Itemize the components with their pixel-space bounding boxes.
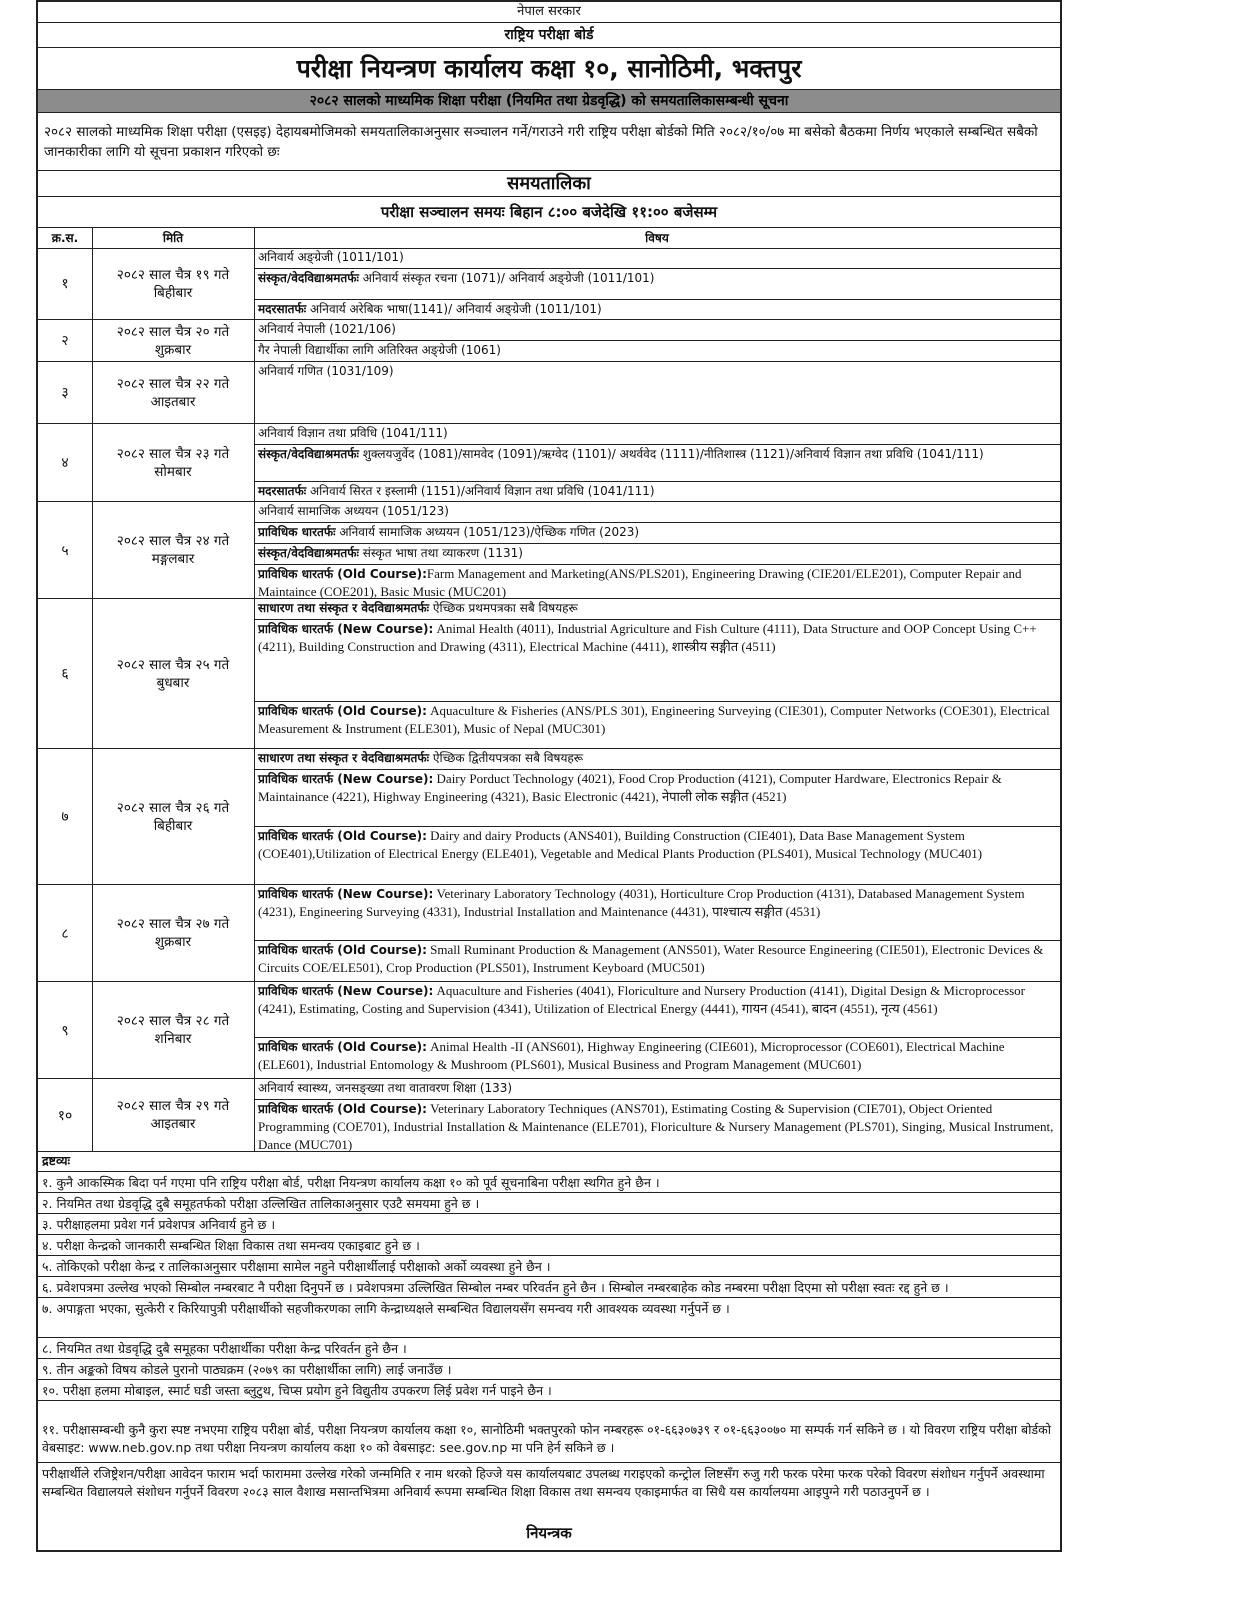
table-row	[38, 502, 1060, 599]
subject-text: अनिवार्य विज्ञान तथा प्रविधि (1041/111)	[258, 426, 448, 440]
row-serial: ३	[61, 385, 69, 401]
office-header: परीक्षा नियन्त्रण कार्यालय कक्षा १०, सानोठिमी, भक्तपुर	[38, 48, 1060, 90]
day-text: बिहीबार	[153, 817, 193, 834]
date-text: २०८२ साल चैत्र २३ गते	[116, 445, 230, 462]
col-sn-header: क्र.स.	[51, 231, 79, 245]
subject-entry	[254, 424, 1060, 445]
note-item: २. नियमित तथा ग्रेडवृद्धि दुबै समूहतर्फको परीक्षा उल्लिखित तालिकाअनुसार एउटै समयमा हुने छ ।	[38, 1193, 1060, 1214]
date-text: २०८२ साल चैत्र २७ गते	[116, 916, 230, 932]
date-text: २०८२ साल चैत्र २६ गते	[116, 799, 230, 816]
subject-entry	[254, 1038, 1060, 1079]
subject-stream-label: संस्कृत/वेदविद्याश्रमतर्फः	[258, 447, 359, 461]
notes-heading: द्रष्टव्यः	[38, 1152, 1060, 1172]
subject-entry	[254, 702, 1060, 749]
row-date	[92, 424, 254, 501]
day-text: आइतबार	[150, 1116, 196, 1132]
subject-text: अनिवार्य नेपाली (1021/106)	[258, 322, 396, 336]
subject-stream-label: संस्कृत/वेदविद्याश्रमतर्फः	[258, 271, 359, 285]
subject-text: अनिवार्य संस्कृत रचना (1071)/ अनिवार्य अङ्ग्रेजी (1011/101)	[358, 271, 655, 285]
row-subjects	[254, 599, 1060, 748]
subject-stream-label: साधारण तथा संस्कृत र वेदविद्याश्रमतर्फः	[258, 601, 430, 615]
date-text: २०८२ साल चैत्र २४ गते	[116, 533, 230, 549]
subject-entry	[254, 1100, 1060, 1152]
row-date	[92, 749, 254, 884]
table-row	[38, 749, 1060, 885]
note-item: ११. परीक्षासम्बन्धी कुनै कुरा स्पष्ट नभएमा राष्ट्रिय परीक्षा बोर्ड, परीक्षा नियन्त्रण कार्यालय कक्षा १०, सानोठिमी भक्तपुरको फोन नम्बरहरू ०१-६६३०७३९ र ०१-६६३००७० मा सम्पर्क गर्न सकिने छ । यो विवरण राष्ट्रिय परीक्षा बोर्डको वेबसाइट: www.neb.gov.np तथा परीक्षा नियन्त्रण कार्यालय कक्षा १० को वेबसाइट: see.gov.np मा पनि हेर्न सकिने छ ।	[38, 1419, 1060, 1463]
subject-text: Dairy and dairy Products (ANS401), Building Construction (CIE401), Data Base Management System (COE401),Utilization of Electrical Energy (ELE401), Vegetable and Medical Plants Production (PLS401), Musical Technology (MUC401)	[258, 828, 983, 861]
gov-header: नेपाल सरकार	[38, 2, 1060, 23]
subject-entry	[254, 565, 1060, 599]
row-subjects	[254, 885, 1060, 981]
subject-entry	[254, 248, 1060, 269]
subject-entry	[254, 544, 1060, 565]
subject-stream-label: मदरसातर्फः	[258, 484, 307, 498]
subject-text: Aquaculture and Fisheries (4041), Floriculture and Nursery Production (4141), Digital Design & Microprocessor (4241), Estimating, Costing and Supervision (4341), Utilization of Electrical Energy (4441), गायन (4541), बादन (4551), नृत्य (4561)	[258, 983, 1026, 1016]
subject-entry	[254, 482, 1060, 502]
schedule-time: परीक्षा सञ्चालन समयः बिहान ८:०० बजेदेखि ११:०० बजेसम्म	[38, 197, 1060, 228]
subject-stream-label: प्राविधिक धारतर्फ (New Course):	[258, 887, 434, 901]
subject-text: Animal Health (4011), Industrial Agriculture and Fish Culture (4111), Data Structure and OOP Concept Using C++ (4211), Building Construction and Drawing (4311), Electrical Machine (4411), शास्त्रीय सङ्गीत (4511)	[258, 621, 1037, 654]
subject-text: गैर नेपाली विद्यार्थीका लागि अतिरिक्त अङ्ग्रेजी (1061)	[258, 343, 501, 357]
note-item: १०. परीक्षा हलमा मोबाइल, स्मार्ट घडी जस्ता ब्लुटुथ, चिप्स प्रयोग हुने विद्युतीय उपकरण लिई प्रवेश गर्न पाइने छैन ।	[38, 1380, 1060, 1401]
subject-stream-label: प्राविधिक धारतर्फ (New Course):	[258, 772, 434, 786]
col-date-header: मिति	[162, 231, 184, 245]
date-text: २०८२ साल चैत्र २९ गते	[116, 1098, 230, 1114]
date-text: २०८२ साल चैत्र २५ गते	[116, 656, 230, 673]
subject-text: Veterinary Laboratory Technology (4031), Horticulture Crop Production (4131), Databased Management System (4231), Engineering Surveying (4331), Industrial Installation and Maintenance (4431), पाश्चात्य सङ्गीत (4531)	[258, 886, 1025, 919]
table-row	[38, 982, 1060, 1079]
schedule-title: समयतालिका	[38, 171, 1060, 197]
subject-entry	[254, 445, 1060, 482]
subject-entry	[254, 341, 1060, 362]
subject-text: अनिवार्य सामाजिक अध्ययन (1051/123)/ऐच्छिक गणित (2023)	[335, 525, 640, 539]
row-serial: १	[61, 276, 69, 292]
note-item: ५. तोकिएको परीक्षा केन्द्र र तालिकाअनुसार परीक्षामा सामेल नहुने परीक्षार्थीलाई परीक्षाको अर्को व्यवस्था हुने छैन ।	[38, 1256, 1060, 1277]
subject-stream-label: संस्कृत/वेदविद्याश्रमतर्फः	[258, 546, 359, 560]
row-date	[92, 502, 254, 598]
subject-entry	[254, 749, 1060, 770]
subject-entry	[254, 770, 1060, 827]
subject-stream-label: प्राविधिक धारतर्फ (Old Course):	[258, 704, 427, 718]
subject-entry	[254, 502, 1060, 523]
subject-entry	[254, 523, 1060, 544]
row-subjects	[254, 502, 1060, 598]
row-subjects	[254, 424, 1060, 501]
table-row	[38, 1079, 1060, 1152]
col-subject-header: विषय	[645, 231, 669, 245]
table-row	[38, 599, 1060, 749]
row-subjects	[254, 982, 1060, 1078]
row-subjects	[254, 1079, 1060, 1151]
table-row	[38, 424, 1060, 502]
subject-text: Aquaculture & Fisheries (ANS/PLS 301), Engineering Surveying (CIE301), Computer Networks (COE301), Electrical Measurement & Instrument (ELE301), Music of Nepal (MUC301)	[258, 703, 1050, 736]
subject-entry	[254, 269, 1060, 300]
table-row	[38, 885, 1060, 982]
note-item: ३. परीक्षाहलमा प्रवेश गर्न प्रवेशपत्र अनिवार्य हुने छ ।	[38, 1214, 1060, 1235]
table-row	[38, 248, 1060, 320]
note-item: ८. नियमित तथा ग्रेडवृद्धि दुबै समूहका परीक्षार्थीका परीक्षा केन्द्र परिवर्तन हुने छैन ।	[38, 1338, 1060, 1359]
date-text: २०८२ साल चैत्र १९ गते	[116, 266, 230, 283]
subject-text: ऐच्छिक प्रथमपत्रका सबै विषयहरू	[429, 601, 578, 615]
subject-stream-label: प्राविधिक धारतर्फ (Old Course):	[258, 943, 427, 957]
intro-paragraph: २०८२ सालको माध्यमिक शिक्षा परीक्षा (एसइइ) देहायबमोजिमको समयतालिकाअनुसार सञ्चालन गर्ने/गराउने गरी राष्ट्रिय परीक्षा बोर्डको मिति २०८२/१०/०७ मा बसेको बैठकमा निर्णय भएकाले सम्बन्धित सबैको जानकारीका लागि यो सूचना प्रकाशन गरिएको छः	[38, 118, 1060, 171]
row-date	[92, 885, 254, 981]
date-text: २०८२ साल चैत्र २८ गते	[116, 1013, 230, 1029]
row-subjects	[254, 248, 1060, 319]
subject-entry	[254, 941, 1060, 982]
row-serial: ८	[61, 925, 69, 942]
subject-stream-label: प्राविधिक धारतर्फ (Old Course):	[258, 567, 427, 581]
row-serial: ७	[61, 809, 69, 825]
table-header	[38, 228, 1060, 249]
note-item: ६. प्रवेशपत्रमा उल्लेख भएको सिम्बोल नम्बरबाट नै परीक्षा दिनुपर्ने छ । प्रवेशपत्रमा उल्लिखित सिम्बोल नम्बर परिवर्तन हुने छैन । सिम्बोल नम्बरबाहेक कोड नम्बरमा परीक्षा दिएमा सो परीक्षा स्वतः रद्द हुने छ ।	[38, 1277, 1060, 1298]
subject-entry	[254, 362, 1060, 424]
subject-text: अनिवार्य स्वास्थ्य, जनसङ्ख्या तथा वातावरण शिक्षा (133)	[258, 1081, 513, 1095]
row-date	[92, 599, 254, 748]
subject-text: अनिवार्य सिरत र इस्लामी (1151)/अनिवार्य विज्ञान तथा प्रविधि (1041/111)	[306, 484, 655, 498]
subject-text: ऐच्छिक द्वितीयपत्रका सबै विषयहरू	[429, 751, 584, 765]
schedule-table	[38, 228, 1060, 1152]
subject-stream-label: प्राविधिक धारतर्फ (Old Course):	[258, 829, 427, 843]
row-subjects	[254, 362, 1060, 423]
subject-text: Animal Health -II (ANS601), Highway Engineering (CIE601), Microprocessor (COE601), Electrical Machine (ELE601), Industrial Entomology & Mushroom (PLS601), Musical Business and Program Management (MUC601)	[258, 1039, 1005, 1072]
subject-text: संस्कृत भाषा तथा व्याकरण (1131)	[358, 546, 523, 560]
day-text: आइतबार	[150, 393, 196, 410]
board-header: राष्ट्रिय परीक्षा बोर्ड	[38, 23, 1060, 48]
subject-text: अनिवार्य अरेबिक भाषा(1141)/ अनिवार्य अङ्ग्रेजी (1011/101)	[306, 302, 602, 316]
table-row	[38, 320, 1060, 362]
row-serial: २	[61, 333, 69, 349]
day-text: शनिबार	[154, 1031, 192, 1047]
note-item: ७. अपाङ्गता भएका, सुत्केरी र किरियापुत्री परीक्षार्थीको सहजीकरणका लागि केन्द्राध्यक्षले सम्बन्धित विद्यालयसँग समन्वय गरी आवश्यक व्यवस्था गर्नुपर्ने छ ।	[38, 1298, 1060, 1338]
signature: नियन्त्रक	[526, 1524, 572, 1542]
note-item: ४. परीक्षा केन्द्रको जानकारी सम्बन्धित शिक्षा विकास तथा समन्वय एकाइबाट हुने छ ।	[38, 1235, 1060, 1256]
row-serial: १०	[57, 1107, 73, 1124]
row-date	[92, 320, 254, 361]
subject-stream-label: प्राविधिक धारतर्फ (Old Course):	[258, 1102, 427, 1116]
subject-stream-label: साधारण तथा संस्कृत र वेदविद्याश्रमतर्फः	[258, 751, 430, 765]
subject-text: Farm Management and Marketing(ANS/PLS201), Engineering Drawing (CIE201/ELE201), Computer Repair and Maintaince (COE201), Basic Music (MUC201)	[258, 566, 1022, 599]
final-notice: परीक्षार्थीले रजिष्ट्रेशन/परीक्षा आवेदन फाराम भर्दा फाराममा उल्लेख गरेको जन्ममिति र नाम थरको हिज्जे यस कार्यालयबाट उपलब्ध गराइएको कन्ट्रोल लिष्टसँग रुजु गरी फरक परेमा फरक परेको विवरण संशोधन गर्नुपर्ने अवस्थामा सम्बन्धित विद्यालयले संशोधन गर्नुपर्ने विवरण २०८३ साल वैशाख मसान्तभित्रमा अनिवार्य रूपमा सम्बन्धित शिक्षा विकास तथा समन्वय एकाइमार्फत वा सिधै यस कार्यालयमा आइपुग्ने गरी पठाउनुपर्ने छ ।	[42, 1466, 1045, 1499]
subject-entry	[254, 320, 1060, 341]
subject-text: अनिवार्य गणित (1031/109)	[258, 364, 394, 378]
subject-text: Small Ruminant Production & Management (ANS501), Water Resource Engineering (CIE501), Electronic Devices & Circuits COE/ELE501), Crop Production (PLS501), Instrument Keyboard (MUC501)	[258, 942, 1044, 975]
subject-stream-label: प्राविधिक धारतर्फः	[258, 525, 336, 539]
date-text: २०८२ साल चैत्र २० गते	[116, 323, 230, 340]
row-serial: ५	[61, 542, 69, 559]
row-date	[92, 248, 254, 319]
day-text: शुक्रबार	[154, 934, 192, 950]
row-date	[92, 362, 254, 423]
subject-stream-label: प्राविधिक धारतर्फ (New Course):	[258, 984, 434, 998]
day-text: शुक्रबार	[154, 341, 192, 358]
row-serial: ९	[61, 1022, 69, 1039]
subject-entry	[254, 982, 1060, 1038]
day-text: बुधबार	[156, 674, 190, 691]
subject-stream-label: प्राविधिक धारतर्फ (Old Course):	[258, 1040, 427, 1054]
subject-text: शुक्लयजुर्वेद (1081)/सामवेद (1091)/ऋग्वेद (1101)/ अथर्ववेद (1111)/नीतिशास्त्र (1121)/अनिवार्य विज्ञान तथा प्रविधि (1041/111)	[358, 447, 984, 461]
row-date	[92, 1079, 254, 1151]
date-text: २०८२ साल चैत्र २२ गते	[116, 375, 230, 392]
row-subjects	[254, 749, 1060, 884]
subject-entry	[254, 885, 1060, 941]
table-row	[38, 362, 1060, 424]
note-item: १. कुनै आकस्मिक बिदा पर्न गएमा पनि राष्ट्रिय परीक्षा बोर्ड, परीक्षा नियन्त्रण कार्यालय कक्षा १० को पूर्व सूचनाबिना परीक्षा स्थगित हुने छैन ।	[38, 1172, 1060, 1193]
notice-document	[36, 0, 1062, 1552]
subject-text: अनिवार्य अङ्ग्रेजी (1011/101)	[258, 250, 404, 264]
subject-entry	[254, 827, 1060, 885]
notice-title: २०८२ सालको माध्यमिक शिक्षा परीक्षा (नियमित तथा ग्रेडवृद्धि) को समयतालिकासम्बन्धी सूचना	[38, 90, 1060, 113]
day-text: मङ्गलबार	[151, 551, 195, 567]
subject-stream-label: प्राविधिक धारतर्फ (New Course):	[258, 622, 434, 636]
row-date	[92, 982, 254, 1078]
subject-entry	[254, 599, 1060, 620]
row-subjects	[254, 320, 1060, 361]
row-serial: ६	[61, 666, 69, 682]
subject-text: Dairy Porduct Technology (4021), Food Crop Production (4121), Computer Hardware, Electronics Repair & Maintainance (4221), Highway Engineering (4321), Basic Electronic (4421), नेपाली लोक सङ्गीत (4521)	[258, 771, 1002, 804]
note-item: ९. तीन अङ्कको विषय कोडले पुरानो पाठ्यक्रम (२०७९ का परीक्षार्थीका लागि) लाई जनाउँछ ।	[38, 1359, 1060, 1380]
subject-stream-label: मदरसातर्फः	[258, 302, 307, 316]
day-text: बिहीबार	[153, 284, 193, 301]
subject-text: अनिवार्य सामाजिक अध्ययन (1051/123)	[258, 504, 449, 518]
subject-entry	[254, 620, 1060, 702]
subject-entry	[254, 300, 1060, 320]
subject-text: Veterinary Laboratory Techniques (ANS701), Estimating Costing & Supervision (CIE701), Object Oriented Programming (COE701), Industrial Installation & Maintenance (ELE701), Floriculture & Nursery Management (PLS701), Singing, Musical Instrument, Dance (MUC701)	[258, 1101, 1054, 1152]
subject-entry	[254, 1079, 1060, 1100]
day-text: सोमबार	[154, 463, 192, 480]
row-serial: ४	[61, 455, 69, 471]
